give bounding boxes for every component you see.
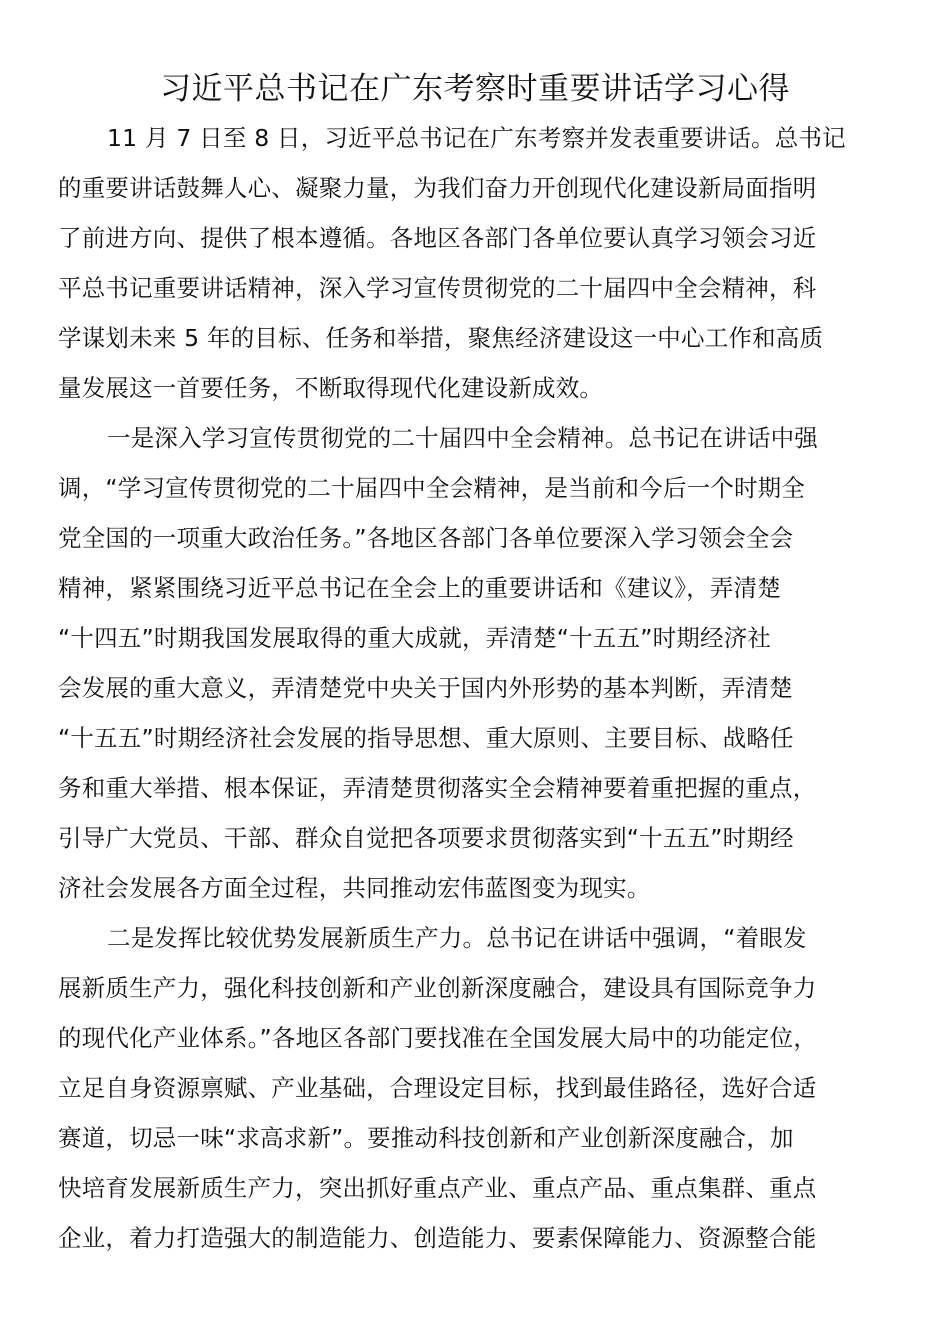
text-line: 学谋划未来 5 年的目标、任务和举措，聚焦经济建设这一中心工作和高质 — [58, 324, 824, 352]
text-line: 的现代化产业体系。”各地区各部门要找准在全国发展大局中的功能定位， — [58, 1024, 818, 1052]
text-line: 了前进方向、提供了根本遵循。各地区各部门各单位要认真学习领会习近 — [58, 224, 817, 252]
paragraph-point-one — [58, 413, 878, 913]
text-line: 企业，着力打造强大的制造能力、创造能力、要素保障能力、资源整合能 — [58, 1224, 817, 1252]
text-line: 的重要讲话鼓舞人心、凝聚力量，为我们奋力开创现代化建设新局面指明 — [58, 174, 817, 202]
text-line: 济社会发展各方面全过程，共同推动宏伟蓝图变为现实。 — [58, 874, 651, 902]
document-body — [58, 113, 878, 1263]
document-title: 习近平总书记在广东考察时重要讲话学习心得 — [160, 71, 790, 107]
text-line: 量发展这一首要任务，不断取得现代化建设新成效。 — [58, 374, 604, 402]
text-line: 务和重大举措、根本保证，弄清楚贯彻落实全会精神要着重把握的重点， — [58, 774, 817, 802]
text-line: 立足自身资源禀赋、产业基础，合理设定目标，找到最佳路径，选好合适 — [58, 1074, 817, 1102]
text-line: 11 月 7 日至 8 日，习近平总书记在广东考察并发表重要讲话。总书记 — [107, 124, 846, 152]
text-line: 调，“学习宣传贯彻党的二十届四中全会精神，是当前和今后一个时期全 — [58, 474, 806, 502]
text-line: 快培育发展新质生产力，突出抓好重点产业、重点产品、重点集群、重点 — [58, 1174, 817, 1202]
paragraph-point-two — [58, 913, 878, 1263]
text-line: 赛道，切忌一味“求高求新”。要推动科技创新和产业创新深度融合，加 — [58, 1124, 794, 1152]
text-line: 精神，紧紧围绕习近平总书记在全会上的重要讲话和《建议》，弄清楚 — [58, 574, 781, 602]
text-line: 二是发挥比较优势发展新质生产力。总书记在讲话中强调，“着眼发 — [107, 924, 807, 952]
text-line: 一是深入学习宣传贯彻党的二十届四中全会精神。总书记在讲话中强 — [107, 424, 818, 452]
text-line: 引导广大党员、干部、群众自觉把各项要求贯彻落实到“十五五”时期经 — [58, 824, 794, 852]
text-line: 党全国的一项重大政治任务。”各地区各部门各单位要深入学习领会全会 — [58, 524, 794, 552]
text-line: 展新质生产力，强化科技创新和产业创新深度融合，建设具有国际竞争力 — [58, 974, 817, 1002]
text-line: 会发展的重大意义，弄清楚党中央关于国内外形势的基本判断，弄清楚 — [58, 674, 793, 702]
text-line: “十四五”时期我国发展取得的重大成就，弄清楚“十五五”时期经济社 — [58, 624, 772, 652]
text-line: “十五五”时期经济社会发展的指导思想、重大原则、主要目标、战略任 — [58, 724, 794, 752]
paragraph-intro — [58, 113, 878, 413]
text-line: 平总书记重要讲话精神，深入学习宣传贯彻党的二十届四中全会精神，科 — [58, 274, 817, 302]
